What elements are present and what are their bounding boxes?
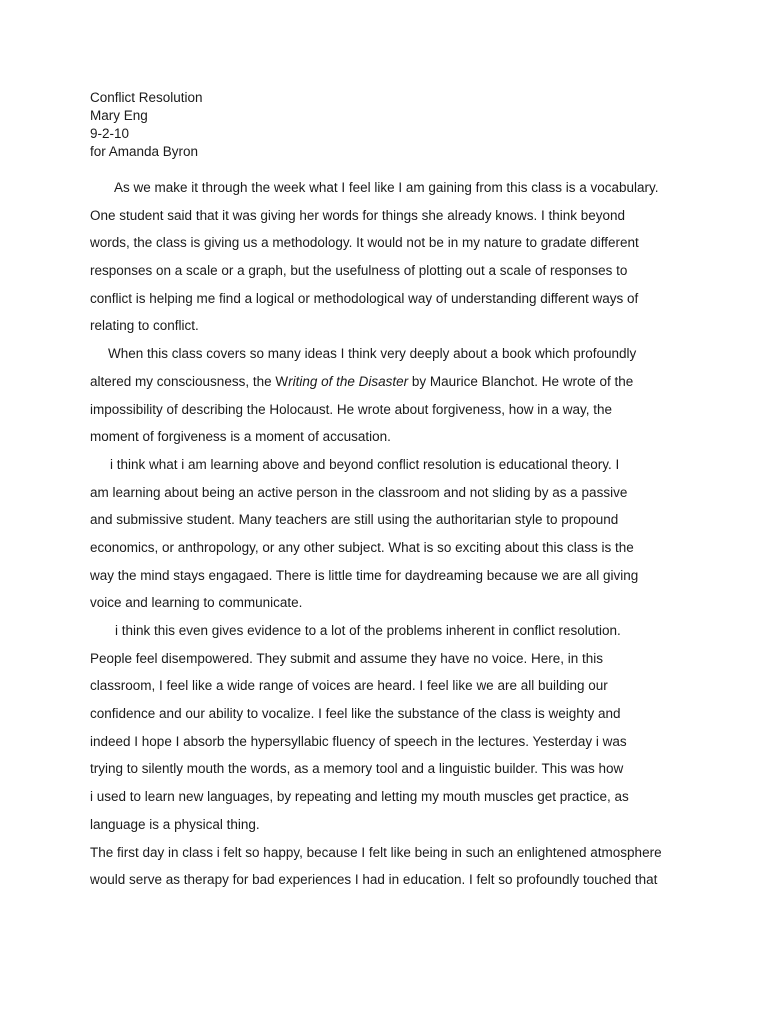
- paragraph-line: trying to silently mouth the words, as a memory tool and a linguistic builder. This was how: [90, 761, 624, 777]
- paragraph-line: words, the class is giving us a methodology. It would not be in my nature to gradate different: [90, 235, 639, 251]
- paragraph-line: moment of forgiveness is a moment of accusation.: [90, 429, 391, 445]
- paragraph-line: i think what i am learning above and beyond conflict resolution is educational theory. I: [110, 456, 620, 472]
- paragraph-line: confidence and our ability to vocalize. I feel like the substance of the class is weighty and: [90, 706, 621, 722]
- recipient-line: for Amanda Byron: [90, 144, 199, 159]
- paragraph-line: As we make it through the week what I feel like I am gaining from this class is a vocabulary.: [114, 180, 659, 195]
- paragraph-line: impossibility of describing the Holocaust. He wrote about forgiveness, how in a way, the: [90, 401, 613, 417]
- paragraph-line: economics, or anthropology, or any other subject. What is so exciting about this class is the: [90, 539, 634, 555]
- paragraph-line: would serve as therapy for bad experiences I had in education. I felt so profoundly touched that: [90, 872, 658, 888]
- book-title-italic: riting of the Disaster: [288, 373, 409, 389]
- paragraph-line: People feel disempowered. They submit and assume they have no voice. Here, in this: [90, 650, 604, 666]
- text-run: altered my consciousness, the W: [90, 373, 289, 389]
- document-title: Conflict Resolution: [90, 90, 203, 105]
- document-header: [90, 89, 203, 161]
- text-run: by Maurice Blanchot. He wrote of the: [408, 373, 634, 389]
- document-body: [90, 174, 690, 894]
- paragraph-line: [90, 368, 690, 396]
- paragraph-line: One student said that it was giving her words for things she already knows. I think beyond: [90, 207, 626, 223]
- document-date: 9-2-10: [90, 126, 130, 141]
- paragraph-line: language is a physical thing.: [90, 816, 260, 832]
- paragraph-line: and submissive student. Many teachers are still using the authoritarian style to propound: [90, 512, 619, 528]
- paragraph-line: am learning about being an active person in the classroom and not sliding by as a passive: [90, 484, 628, 500]
- paragraph-line: i used to learn new languages, by repeating and letting my mouth muscles get practice, as: [90, 789, 629, 805]
- paragraph-line: indeed I hope I absorb the hypersyllabic fluency of speech in the lectures. Yesterday i was: [90, 733, 627, 749]
- paragraph-line: The first day in class i felt so happy, because I felt like being in such an enlightened atmosphere: [90, 844, 662, 860]
- paragraph-line: When this class covers so many ideas I think very deeply about a book which profoundly: [108, 346, 637, 362]
- paragraph-line: way the mind stays engagaed. There is little time for daydreaming because we are all giving: [90, 567, 639, 583]
- paragraph-line: voice and learning to communicate.: [90, 595, 303, 611]
- author-name: Mary Eng: [90, 108, 148, 123]
- paragraph-line: conflict is helping me find a logical or methodological way of understanding different ways of: [90, 290, 639, 306]
- paragraph-line: classroom, I feel like a wide range of voices are heard. I feel like we are all building our: [90, 678, 608, 694]
- paragraph-line: responses on a scale or a graph, but the usefulness of plotting out a scale of responses to: [90, 263, 628, 279]
- paragraph-line: i think this even gives evidence to a lot of the problems inherent in conflict resolution.: [115, 623, 621, 638]
- paragraph-line: relating to conflict.: [90, 318, 199, 334]
